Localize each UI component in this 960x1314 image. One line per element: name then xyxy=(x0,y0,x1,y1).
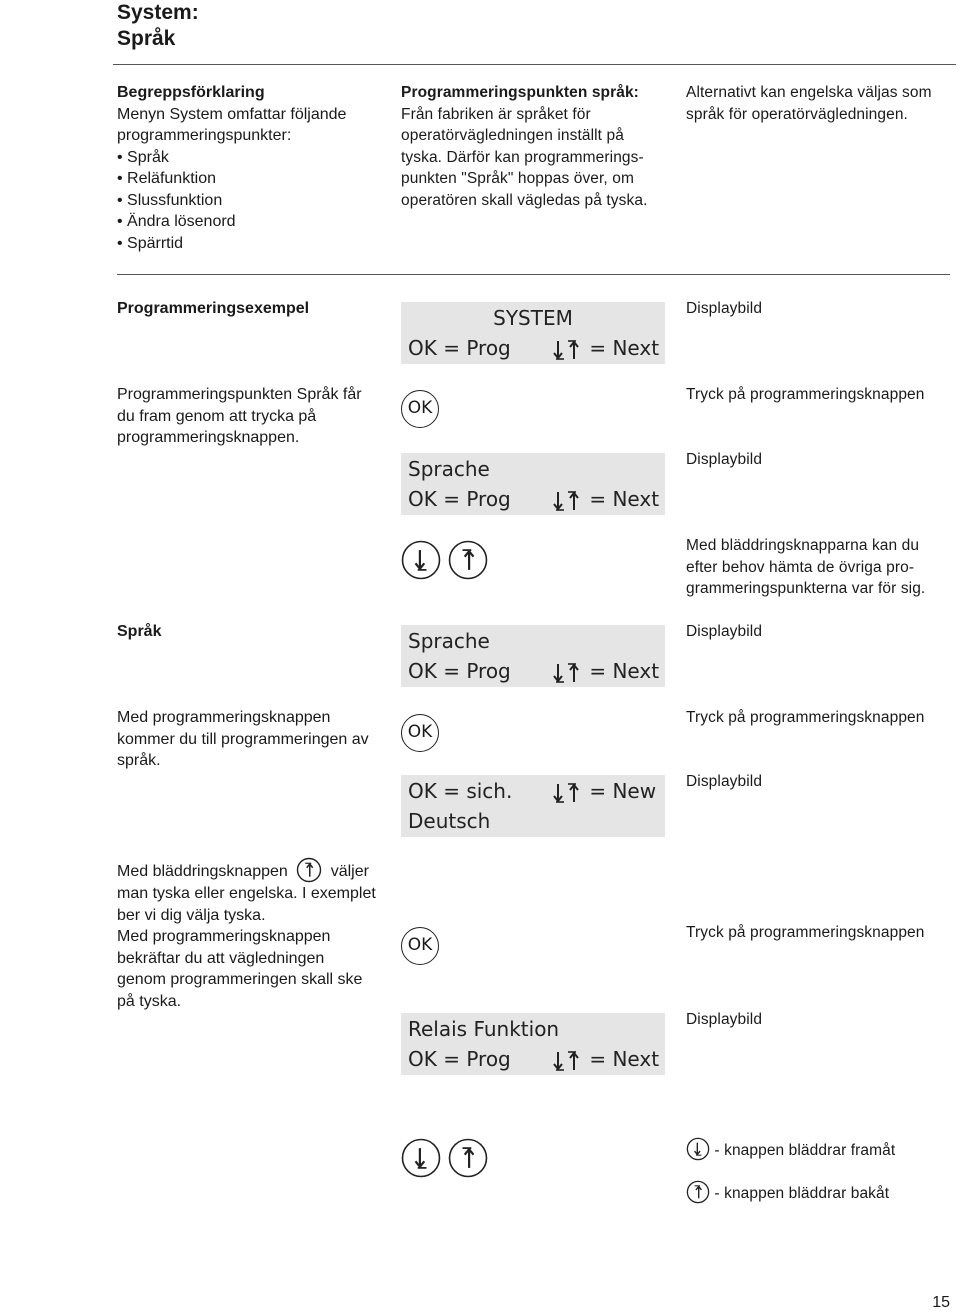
legend-forward xyxy=(686,1137,895,1162)
display-line xyxy=(401,484,665,514)
display-next-text: = Next xyxy=(589,1047,660,1071)
arrow-up-icon xyxy=(296,857,322,883)
ok-button[interactable]: OK xyxy=(401,714,439,752)
down-up-arrows-icon xyxy=(551,662,583,684)
title-line-1: System: xyxy=(117,1,199,24)
display-caption: Displaybild xyxy=(686,1011,763,1028)
scroll-paragraph-line: genom programmeringen skall ske xyxy=(117,971,363,988)
scroll-up-button[interactable] xyxy=(448,1138,488,1178)
scroll-paragraph-line: bekräftar du att vägledningen xyxy=(117,949,325,967)
ok-button[interactable]: OK xyxy=(401,927,439,965)
scroll-instruction-line: efter behov hämta de övriga pro- xyxy=(686,558,915,576)
press-instruction: Tryck på programmeringsknappen xyxy=(686,386,925,403)
down-up-arrows-icon xyxy=(551,782,583,804)
legend-forward-text: - knappen bläddrar framåt xyxy=(714,1142,896,1159)
definition-line: Menyn System omfattar följande xyxy=(117,105,347,123)
display-line xyxy=(401,656,665,686)
language-info-line: operatören skall vägledas på tyska. xyxy=(401,191,648,209)
display-ok-text: OK = sich. xyxy=(408,779,513,803)
display-new-text: = New xyxy=(589,779,657,803)
language-info-section xyxy=(401,82,681,211)
sprak-line: kommer du till programmeringen av xyxy=(117,730,369,748)
sprak-line: språk. xyxy=(117,752,161,769)
example-intro xyxy=(117,384,387,449)
alternative-line: Alternativt kan engelska väljas som xyxy=(686,84,932,101)
definition-line: programmeringspunkter: xyxy=(117,127,292,144)
display-ok-text: OK = Prog xyxy=(408,336,511,360)
list-item: • Spärrtid xyxy=(117,233,387,255)
scroll-paragraph xyxy=(117,857,397,1012)
list-item: • Reläfunktion xyxy=(117,168,387,190)
display-caption: Displaybild xyxy=(686,623,763,640)
menu-items-list xyxy=(117,147,387,255)
header-divider xyxy=(113,64,956,65)
display-line xyxy=(401,1044,665,1074)
section-divider xyxy=(117,274,950,275)
display-line xyxy=(401,333,665,363)
scroll-instruction-line: grammeringspunkterna var för sig. xyxy=(686,580,926,597)
example-intro-line: programmeringsknappen. xyxy=(117,429,300,446)
arrow-up-icon xyxy=(686,1180,710,1204)
list-item: • Språk xyxy=(117,147,387,169)
scroll-instruction xyxy=(686,535,956,600)
definition-section xyxy=(117,82,387,254)
page-number: 15 xyxy=(932,1294,950,1311)
scroll-paragraph-line: på tyska. xyxy=(117,992,182,1010)
down-up-arrows-icon xyxy=(551,339,583,361)
definition-heading: Begreppsförklaring xyxy=(117,84,265,101)
arrow-down-icon xyxy=(416,1148,427,1168)
scroll-paragraph-line: man tyska eller engelska. I exemplet xyxy=(117,885,376,902)
display-nav xyxy=(551,484,659,514)
display-relais xyxy=(401,1013,665,1075)
display-ok-text: OK = Prog xyxy=(408,659,511,683)
scroll-down-button[interactable] xyxy=(401,540,441,580)
display-caption: Displaybild xyxy=(686,300,763,317)
display-next-text: = Next xyxy=(589,336,660,360)
display-deutsch xyxy=(401,775,665,837)
down-up-arrows-icon xyxy=(551,490,583,512)
display-next-text: = Next xyxy=(589,659,660,683)
display-line: Deutsch xyxy=(408,809,491,833)
scroll-down-button[interactable] xyxy=(401,1138,441,1178)
page-title xyxy=(117,0,199,52)
display-line: Relais Funktion xyxy=(408,1017,560,1041)
display-next-text: = Next xyxy=(589,487,660,511)
language-info-line: operatörvägledningen inställt på xyxy=(401,127,624,144)
scroll-instruction-line: Med bläddringsknapparna kan du xyxy=(686,537,920,554)
display-sprache-2 xyxy=(401,625,665,687)
display-nav xyxy=(551,776,656,806)
legend-back-text: - knappen bläddrar bakåt xyxy=(714,1185,890,1202)
display-sprache xyxy=(401,453,665,515)
language-info-heading: Programmeringspunkten språk: xyxy=(401,84,639,101)
language-info-line: tyska. Därför kan programmerings- xyxy=(401,148,644,166)
arrow-down-icon xyxy=(416,550,427,570)
example-heading: Programmeringsexempel xyxy=(117,300,310,317)
list-item: • Ändra lösenord xyxy=(117,211,387,233)
display-line: SYSTEM xyxy=(493,306,573,330)
list-item: • Slussfunktion xyxy=(117,190,387,212)
alternative-info xyxy=(686,82,956,125)
arrow-up-icon xyxy=(463,550,474,570)
display-nav xyxy=(551,656,659,686)
press-instruction: Tryck på programmeringsknappen xyxy=(686,924,925,941)
scroll-paragraph-line xyxy=(117,857,397,883)
display-caption: Displaybild xyxy=(686,773,763,790)
sprak-heading: Språk xyxy=(117,623,162,640)
scroll-paragraph-line: Med programmeringsknappen xyxy=(117,928,331,945)
display-nav xyxy=(551,1044,659,1074)
display-ok-text: OK = Prog xyxy=(408,487,511,511)
arrow-down-icon xyxy=(686,1137,710,1161)
display-caption: Displaybild xyxy=(686,451,763,468)
language-info-line: Från fabriken är språket för xyxy=(401,105,591,123)
scroll-up-button[interactable] xyxy=(448,540,488,580)
down-up-arrows-icon xyxy=(551,1050,583,1072)
scroll-paragraph-line: ber vi dig välja tyska. xyxy=(117,906,266,924)
arrow-up-icon xyxy=(463,1148,474,1168)
press-instruction: Tryck på programmeringsknappen xyxy=(686,709,925,726)
display-line: Sprache xyxy=(408,457,490,481)
scroll-paragraph-text: väljer xyxy=(330,863,369,880)
display-ok-text: OK = Prog xyxy=(408,1047,511,1071)
title-line-2: Språk xyxy=(117,27,176,50)
language-info-line: punkten "Språk" hoppas över, om xyxy=(401,170,634,187)
display-nav xyxy=(551,333,659,363)
display-line: Sprache xyxy=(408,629,490,653)
example-intro-line: Programmeringspunkten Språk får xyxy=(117,386,362,403)
legend-back xyxy=(686,1180,889,1205)
sprak-line: Med programmeringsknappen xyxy=(117,709,331,726)
alternative-line: språk för operatörvägledningen. xyxy=(686,105,908,123)
example-intro-line: du fram genom att trycka på xyxy=(117,407,317,425)
sprak-paragraph xyxy=(117,707,397,772)
display-line xyxy=(401,776,665,806)
scroll-paragraph-text: Med bläddringsknappen xyxy=(117,863,288,880)
ok-button[interactable]: OK xyxy=(401,390,439,428)
display-system xyxy=(401,302,665,364)
